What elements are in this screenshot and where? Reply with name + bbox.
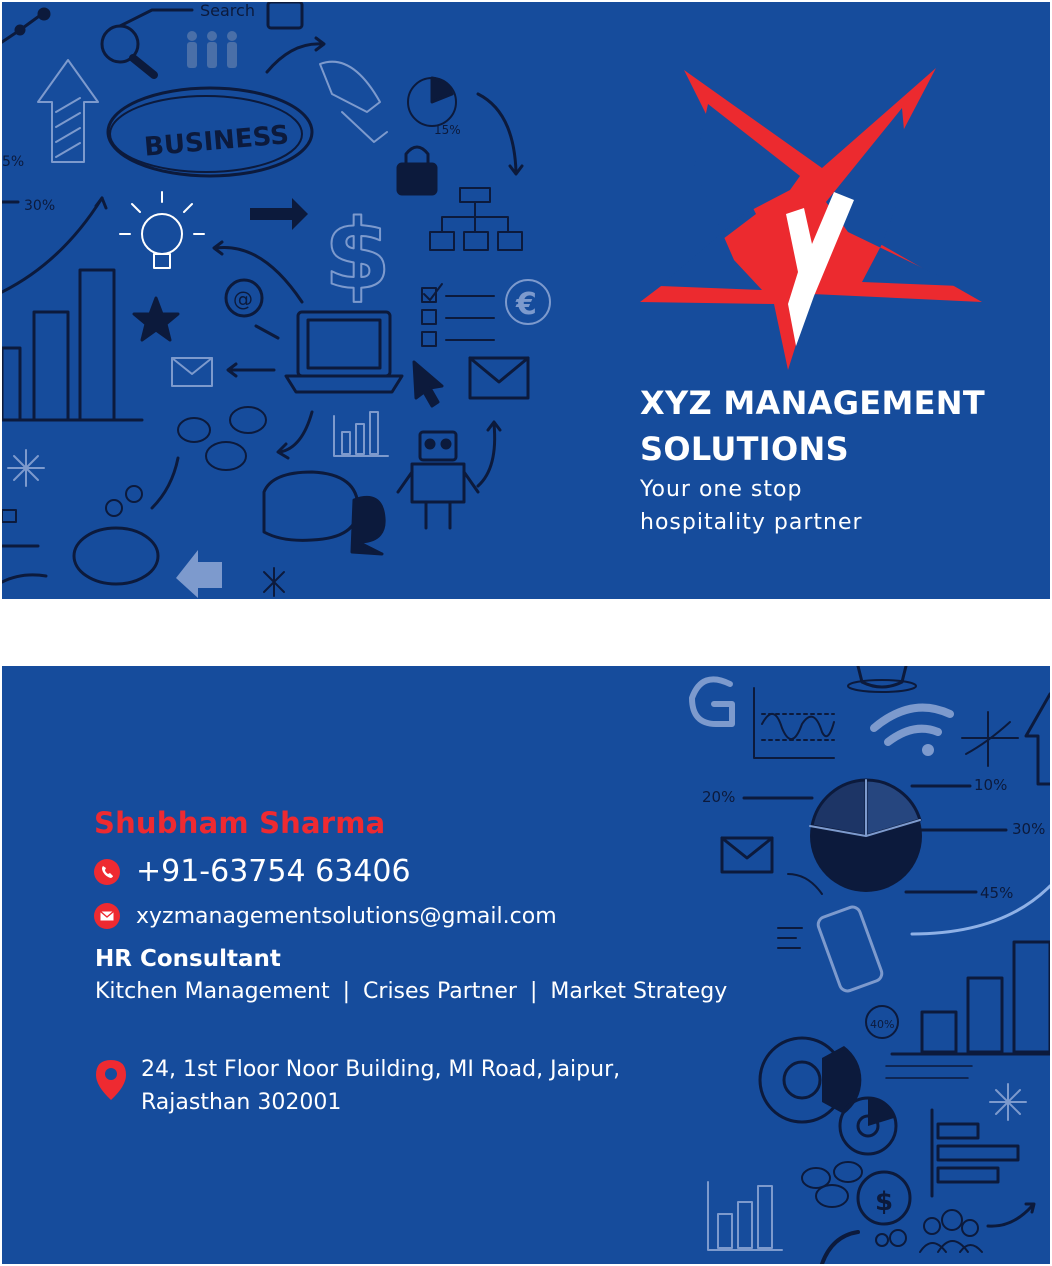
lock-icon <box>398 164 436 194</box>
tagline-line1: Your one stop <box>640 477 803 502</box>
percent-45-label: 45% <box>980 884 1014 902</box>
horizontal-bar-chart <box>932 1110 1018 1196</box>
piggy-bank-icon <box>74 528 158 584</box>
wifi-icon <box>874 708 950 756</box>
location-pin-icon <box>94 1058 128 1102</box>
address <box>141 1053 620 1119</box>
address-line1: 24, 1st Floor Noor Building, MI Road, Jaipur, <box>141 1057 621 1082</box>
chat-doodle-icon <box>802 1162 862 1207</box>
email-address[interactable]: xyzmanagementsolutions@gmail.com <box>136 903 557 929</box>
service-separator: | <box>342 979 351 1004</box>
email-icon <box>94 903 120 929</box>
service-item: Crises Partner <box>363 979 517 1004</box>
small-bar-chart-bottom <box>708 1182 782 1250</box>
phone-number[interactable]: +91-63754 63406 <box>136 854 411 889</box>
dollar-doodle-back: $ <box>875 1187 894 1217</box>
envelope-icon <box>172 358 212 386</box>
robot-icon <box>398 432 478 528</box>
right-arrow-icon <box>250 198 308 230</box>
email-row <box>94 903 557 929</box>
smartphone-icon <box>816 905 884 993</box>
g-logo-icon <box>692 679 732 724</box>
search-doodle-label: Search <box>200 2 255 20</box>
dollar-icon: $ <box>324 199 391 311</box>
team-icon <box>920 1210 982 1252</box>
tagline-line2: hospitality partner <box>640 510 863 535</box>
pie-chart-doodle <box>810 780 922 892</box>
percent-10-label: 10% <box>974 776 1008 794</box>
service-item: Market Strategy <box>550 979 728 1004</box>
people-icon <box>187 31 237 68</box>
service-item: Kitchen Management <box>95 979 330 1004</box>
org-chart-icon <box>430 188 522 250</box>
company-name <box>640 380 1040 472</box>
business-card-front <box>2 2 1050 599</box>
company-name-line2: SOLUTIONS <box>640 430 849 468</box>
service-separator: | <box>529 979 538 1004</box>
at-sign-doodle: @ <box>233 287 253 311</box>
euro-doodle: € <box>516 287 537 322</box>
gear-icon <box>760 1038 896 1154</box>
star-logo-icon <box>638 64 988 374</box>
small-gears <box>876 1230 906 1246</box>
address-line2: Rajasthan 302001 <box>141 1090 342 1115</box>
percent-30-label: 30% <box>24 198 56 214</box>
speech-bubble-icon <box>264 472 358 540</box>
lightbulb-icon <box>120 192 204 268</box>
checklist-icon <box>422 284 494 346</box>
person-name: Shubham Sharma <box>94 806 386 840</box>
percent-doodle: 5% <box>2 154 25 170</box>
rocket-icon <box>320 62 380 112</box>
bar-chart-doodle <box>2 198 142 420</box>
cursor-icon <box>414 362 442 406</box>
up-arrow-icon <box>38 60 98 162</box>
phone-icon <box>94 859 120 885</box>
job-title: HR Consultant <box>95 946 281 972</box>
percent-15-label: 15% <box>434 123 461 137</box>
tagline <box>640 473 960 539</box>
percent-20-label: 20% <box>702 788 736 806</box>
percent-30-label-back: 30% <box>1012 820 1046 838</box>
percent-40-label: 40% <box>870 1018 895 1031</box>
star-doodle-icon <box>134 298 178 340</box>
sparkle-icon <box>8 450 44 486</box>
company-name-line1: XYZ MANAGEMENT <box>640 384 985 422</box>
line-graph-icon <box>754 688 834 758</box>
phone-row <box>94 854 411 889</box>
envelope-doodle <box>722 838 772 872</box>
bar-chart-right <box>892 942 1050 1054</box>
business-doodle-label: BUSINESS <box>142 120 291 163</box>
envelope-icon-large <box>470 358 528 398</box>
left-arrow-icon <box>176 550 222 598</box>
small-bar-chart <box>334 412 388 456</box>
services-list <box>95 979 727 1004</box>
chat-bubbles-icon <box>178 407 266 470</box>
